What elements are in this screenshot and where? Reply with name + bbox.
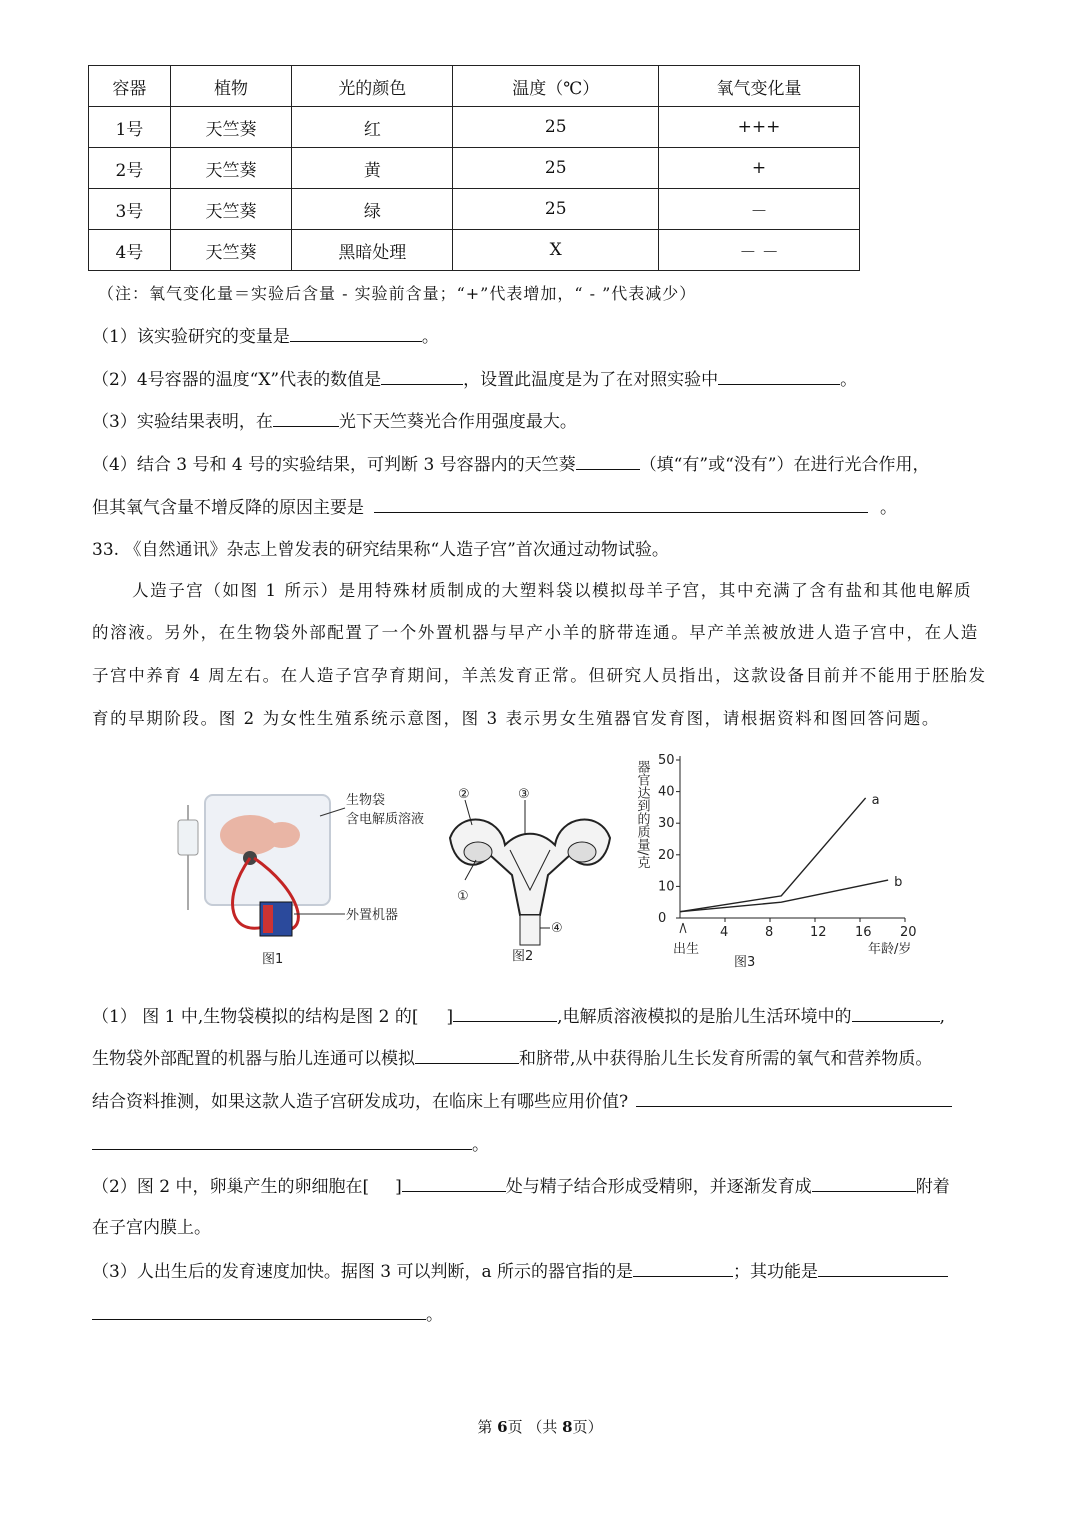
- q33-part1-cont3: 。: [92, 1131, 489, 1158]
- answer-blank[interactable]: [381, 366, 463, 385]
- y-tick-label: 20: [658, 847, 675, 863]
- marker-1: ①: [457, 889, 469, 904]
- q33-title: 33. 《自然通讯》杂志上曾发表的研究结果称“人造子宫”首次通过动物试验。: [92, 540, 669, 560]
- answer-blank[interactable]: [852, 1003, 940, 1022]
- table-cell: 25: [453, 189, 659, 230]
- figure-3-organ-growth-chart: [625, 748, 925, 973]
- table-cell: 4号: [89, 230, 171, 271]
- uterus-outline: [450, 820, 610, 915]
- q33-part1-cont: 生物袋外部配置的机器与胎儿连通可以模拟 和脐带,从中获得胎儿生长发育所需的氧气和营养物质。: [92, 1045, 932, 1072]
- y-tick-label: 50: [658, 753, 675, 768]
- answer-blank[interactable]: [290, 323, 422, 342]
- x-start-label: 出生: [673, 942, 700, 957]
- series-line-a: [680, 798, 866, 912]
- table-cell: 天竺葵: [170, 107, 291, 148]
- table-header: 容器: [89, 66, 171, 107]
- q33-part3: （3）人出生后的发育速度加快。据图 3 可以判断，a 所示的器官指的是 ；其功能是: [92, 1258, 948, 1285]
- series-label-a: a: [871, 792, 880, 808]
- q33-passage-line: 的溶液。另外，在生物袋外部配置了一个外置机器与早产小羊的脐带连通。早产羊羔被放进人造子宫中，在人造: [92, 623, 979, 642]
- table-cell: 天竺葵: [170, 148, 291, 189]
- figure-1-artificial-womb: [170, 780, 450, 970]
- x-tick-label: 8: [765, 925, 774, 940]
- answer-blank[interactable]: [273, 408, 339, 427]
- x-tick-label: 12: [810, 925, 827, 940]
- page-total: 8: [562, 1418, 573, 1436]
- table-header: 温度（℃）: [453, 66, 659, 107]
- table-row: [89, 107, 860, 148]
- label-bio-bag: 生物袋: [346, 793, 386, 808]
- table-header: 氧气变化量: [659, 66, 860, 107]
- answer-blank[interactable]: [92, 1301, 426, 1320]
- answer-blank[interactable]: [402, 1173, 506, 1192]
- q32-part1: （1）该实验研究的变量是 。: [92, 323, 439, 350]
- table-cell: X: [453, 230, 659, 271]
- table-cell: 红: [292, 107, 453, 148]
- figure-2-female-reproductive-system: [430, 780, 630, 970]
- table-cell: 2号: [89, 148, 171, 189]
- y-tick-label: 0: [658, 911, 667, 926]
- q33-part3-cont: 。: [92, 1301, 443, 1328]
- table-cell: － －: [659, 230, 860, 271]
- y-axis-label: 器官达到的质量/克: [634, 760, 650, 869]
- machine-panel: [263, 905, 273, 933]
- label-machine: 外置机器: [346, 908, 399, 923]
- y-tick-label: 30: [658, 816, 675, 832]
- table-header: 光的颜色: [292, 66, 453, 107]
- q32-part4: （4）结合 3 号和 4 号的实验结果，可判断 3 号容器内的天竺葵 （填“有”或“没有”）在进行光合作用，: [92, 451, 929, 478]
- table-cell: 黄: [292, 148, 453, 189]
- q32-part3: （3）实验结果表明，在 光下天竺葵光合作用强度最大。: [92, 408, 577, 435]
- figure-3-caption: 图3: [734, 955, 756, 970]
- x-tick-label: 16: [855, 925, 872, 940]
- table-cell: 1号: [89, 107, 171, 148]
- answer-blank[interactable]: [718, 366, 840, 385]
- table-cell: 绿: [292, 189, 453, 230]
- q32-part2: （2）4号容器的温度“X”代表的数值是 ，设置此温度是为了在对照实验中 。: [92, 366, 857, 393]
- figure-2-caption: 图2: [512, 949, 534, 964]
- table-cell: 天竺葵: [170, 230, 291, 271]
- x-axis-label: 年龄/岁: [868, 942, 912, 957]
- answer-blank[interactable]: [636, 1088, 952, 1107]
- table-cell: 天竺葵: [170, 189, 291, 230]
- answer-blank[interactable]: [818, 1258, 948, 1277]
- label-solution: 含电解质溶液: [346, 812, 425, 827]
- x-tick-label: 20: [900, 925, 917, 940]
- answer-blank[interactable]: [453, 1003, 557, 1022]
- vagina-icon: [520, 915, 540, 945]
- table-header-row: [89, 66, 860, 107]
- birth-arrow-icon: [680, 923, 686, 933]
- marker-3: ③: [518, 787, 530, 802]
- experiment-table: [88, 65, 860, 271]
- answer-blank[interactable]: [92, 1131, 472, 1150]
- answer-blank[interactable]: [415, 1045, 519, 1064]
- marker-4: ④: [551, 921, 563, 936]
- q33-passage-line: 人造子宫（如图 1 所示）是用特殊材质制成的大塑料袋以模拟母羊子宫，其中充满了含有盐和其他电解质: [132, 581, 973, 600]
- answer-blank[interactable]: [633, 1258, 733, 1277]
- answer-blank[interactable]: [576, 451, 640, 470]
- q33-passage-line: 子宫中养育 4 周左右。在人造子宫孕育期间，羊羔发育正常。但研究人员指出，这款设备目前并不能用于胚胎发: [92, 666, 987, 685]
- q32-part4-cont: 但其氧气含量不增反降的原因主要是 。: [92, 494, 897, 521]
- table-row: [89, 148, 860, 189]
- q33-part1-cont2: 结合资料推测，如果这款人造子宫研发成功，在临床上有哪些应用价值?: [92, 1088, 952, 1115]
- answer-blank[interactable]: [812, 1173, 916, 1192]
- q33-part2: （2）图 2 中，卵巢产生的卵细胞在[ ] 处与精子结合形成受精卵，并逐渐发育成 附着: [92, 1173, 950, 1200]
- x-ticks: [720, 918, 917, 940]
- q33-part2-cont: 在子宫内膜上。: [92, 1218, 211, 1238]
- lamb-body: [264, 822, 300, 848]
- table-header: 植物: [170, 66, 291, 107]
- x-tick-label: 4: [720, 925, 729, 940]
- table-cell: +: [659, 148, 860, 189]
- q33-part1: （1） 图 1 中,生物袋模拟的结构是图 2 的[ ] ,电解质溶液模拟的是胎儿生活环境中的 ,: [92, 1003, 945, 1030]
- page-footer: 第 6页 （共 8页）: [477, 1418, 603, 1436]
- q33-passage-line: 育的早期阶段。图 2 为女性生殖系统示意图，图 3 表示男女生殖器官发育图，请根据资料和图回答问题。: [92, 709, 940, 728]
- table-cell: +++: [659, 107, 860, 148]
- table-cell: 25: [453, 148, 659, 189]
- table-row: [89, 230, 860, 271]
- answer-blank[interactable]: [374, 494, 868, 513]
- y-tick-label: 40: [658, 784, 675, 800]
- table-cell: 黑暗处理: [292, 230, 453, 271]
- table-note: （注：氧气变化量＝实验后含量 - 实验前含量；“+”代表增加，“ - ”代表减少）: [98, 284, 697, 303]
- table-cell: 25: [453, 107, 659, 148]
- table-row: [89, 189, 860, 230]
- iv-bag-icon: [178, 820, 198, 855]
- y-ticks: [658, 753, 680, 926]
- marker-2: ②: [458, 787, 470, 802]
- right-ovary: [568, 842, 596, 862]
- table-cell: 3号: [89, 189, 171, 230]
- y-tick-label: 10: [658, 879, 675, 895]
- series-label-b: b: [894, 875, 903, 891]
- figure-1-caption: 图1: [262, 952, 284, 967]
- left-ovary: [464, 842, 492, 862]
- page-number: 6: [497, 1418, 508, 1436]
- series-group: [680, 793, 902, 912]
- table-cell: －: [659, 189, 860, 230]
